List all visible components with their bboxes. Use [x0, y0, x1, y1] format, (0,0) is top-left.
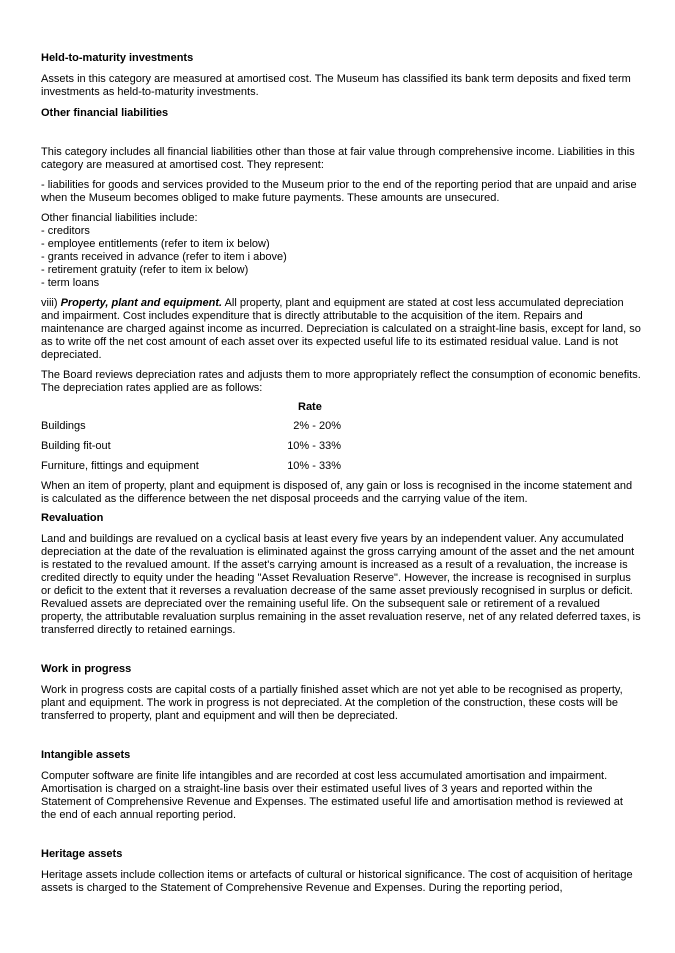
- heading-heritage-assets: Heritage assets: [41, 848, 123, 860]
- paragraph-ppe: [41, 297, 641, 362]
- paragraph-ofl-scope: This category includes all financial liabilities other than those at fair value through comprehensive income. Liabilities in this category are measured at amortised cost. They represent:: [41, 146, 635, 171]
- table-row: [41, 456, 641, 476]
- list-item: - employee entitlements (refer to item ix below): [41, 238, 270, 250]
- list-item: - grants received in advance (refer to item i above): [41, 251, 287, 263]
- list-item: - retirement gratuity (refer to item ix below): [41, 264, 249, 276]
- paragraph-work-in-progress: Work in progress costs are capital costs of a partially finished asset which are not yet able to be recognised as property, plant and equipment. The work in progress is not depreciated. At the completion of the construction, these costs will be transferred to property, plant and equipment and will then be depreciated.: [41, 684, 623, 722]
- rates-header-row: [41, 401, 641, 416]
- ofl-list: [41, 225, 641, 290]
- table-row: [41, 416, 641, 436]
- heading-intangible-assets: Intangible assets: [41, 749, 131, 761]
- depreciation-rates-table: [41, 401, 641, 476]
- paragraph-ofl-liabilities: - liabilities for goods and services provided to the Museum prior to the end of the reporting period that are unpaid and arise when the Museum becomes obliged to make future payments. These amounts are unsecured.: [41, 179, 637, 204]
- ppe-body: All property, plant and equipment are stated at cost less accumulated depreciation and impairment. Cost includes expenditure that is directly attributable to the acquisition of the item. Repairs and maintenance are charged against income as incurred. Depreciation is calculated on a straight-line basis, except for land, so as to write off the net cost amount of each asset over its expected useful life to its estimated residual value. Land is not depreciated.: [41, 297, 641, 361]
- paragraph-heritage-assets: Heritage assets include collection items or artefacts of cultural or historical significance. The cost of acquisition of heritage assets is charged to the Statement of Comprehensive Revenue and Expenses. During the reporting period,: [41, 869, 633, 894]
- list-item: - term loans: [41, 277, 100, 289]
- rate-value: 10% - 33%: [287, 439, 341, 452]
- rate-label: Buildings: [41, 419, 86, 432]
- paragraph-ofl-include: Other financial liabilities include:: [41, 212, 198, 224]
- rate-label: Furniture, fittings and equipment: [41, 459, 199, 472]
- rate-value: 10% - 33%: [287, 459, 341, 472]
- rate-label: Building fit-out: [41, 439, 111, 452]
- ppe-title: Property, plant and equipment.: [60, 297, 223, 309]
- heading-other-financial-liabilities: Other financial liabilities: [41, 107, 169, 119]
- paragraph-intangible-assets: Computer software are finite life intangibles and are recorded at cost less accumulated amortisation and impairment. Amortisation is charged on a straight-line basis over their estimated useful lives of 3 years and reported within the Statement of Comprehensive Revenue and Expenses. The estimated useful life and amortisation method is reviewed at the end of each annual reporting period.: [41, 770, 623, 821]
- paragraph-held-to-maturity: Assets in this category are measured at amortised cost. The Museum has classified its bank term deposits and fixed term investments as held-to-maturity investments.: [41, 73, 631, 98]
- document-page: [41, 52, 641, 895]
- rates-header-rate: Rate: [298, 401, 322, 413]
- heading-held-to-maturity: Held-to-maturity investments: [41, 52, 194, 64]
- heading-revaluation: Revaluation: [41, 512, 104, 524]
- list-item: - creditors: [41, 225, 90, 237]
- ppe-prefix: viii): [41, 297, 61, 309]
- paragraph-ppe-disposal: When an item of property, plant and equipment is disposed of, any gain or loss is recognised in the income statement and is calculated as the difference between the net disposal proceeds and the carrying value of the item.: [41, 480, 633, 505]
- heading-work-in-progress: Work in progress: [41, 663, 132, 675]
- table-row: [41, 436, 641, 456]
- paragraph-ppe-board: The Board reviews depreciation rates and adjusts them to more appropriately reflect the consumption of economic benefits. The depreciation rates applied are as follows:: [41, 369, 641, 394]
- rate-value: 2% - 20%: [293, 419, 341, 432]
- paragraph-revaluation: Land and buildings are revalued on a cyclical basis at least every five years by an independent valuer. Any accumulated depreciation at the date of the revaluation is eliminated against the gross carrying amount of the asset and the net amount is restated to the revalued amount. If the asset's carrying amount is increased as a result of a revaluation, the increase is credited directly to equity under the heading "Asset Revaluation Reserve". However, the increase is recognised in surplus or deficit to the extent that it reverses a revaluation decrease of the same asset previously recognised in surplus or deficit. Revalued assets are depreciated over the remaining useful life. On the subsequent sale or retirement of a revalued property, the attributable revaluation surplus remaining in the asset revaluation reserve, net of any related deferred taxes, is transferred directly to retained earnings.: [41, 533, 641, 636]
